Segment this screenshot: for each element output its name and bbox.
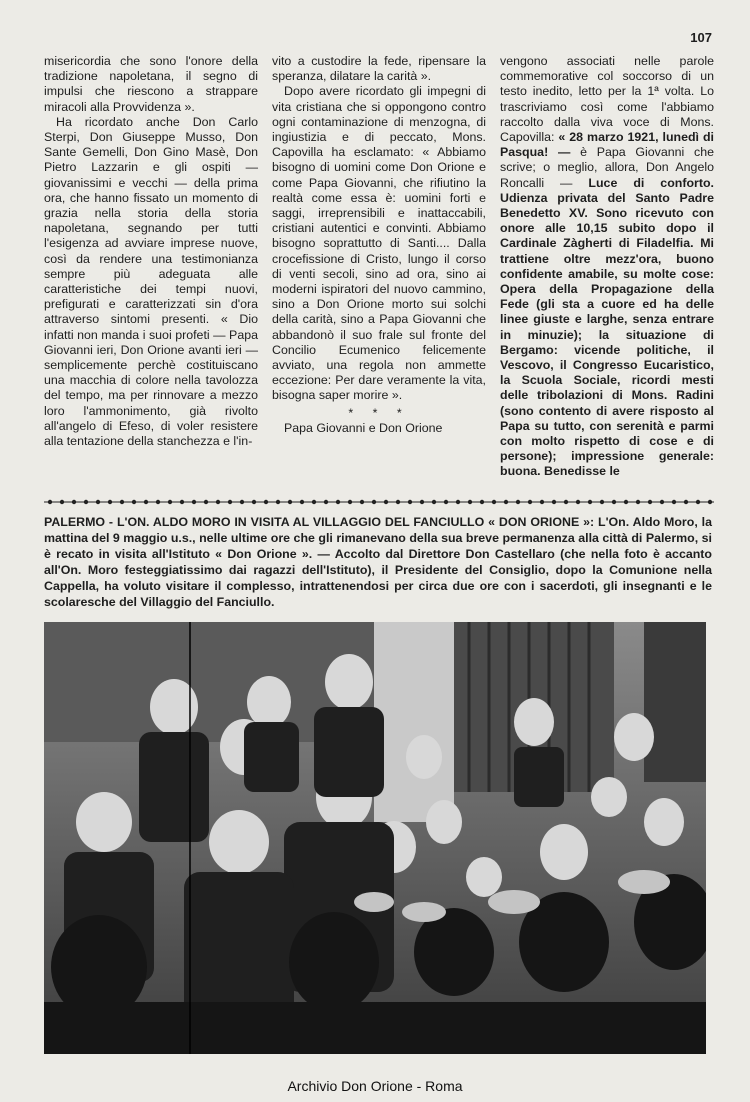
divider-dot xyxy=(324,500,328,504)
bold-text: « 28 marzo 1921, lunedì di Pasqua! — xyxy=(500,130,714,160)
divider-dot xyxy=(504,500,508,504)
section-heading: Papa Giovanni e Don Orione xyxy=(284,420,443,435)
text: è Papa Giovanni che scrive; o meglio, allora, Don Angelo Roncalli — xyxy=(500,145,714,190)
bold-text: Luce di conforto. Udienza privata del Santo Padre Benedetto XV. Sono ricevuto con onore alle 10,15 subito dopo il Cardinale Zàgherti di Filadelfia. Mi trattiene oltre mezz'ora, buono confidente amabile, su molte cose: Opera della Propagazione della Fede (gli sta a cuore ed ha delle linee giuste e larghe, senza entrare in minuzie); la situazione di Bergamo: vicende politiche, il Vescovo, il Congresso Eucaristico, la Scuola Sociale, ricordi mesti delle tribolazioni di Mons. Radini (sono contento di avere risposto al Papa su tutto, con serenità e parmi con molto rispetto di cose e di persone); impressione generale: buona. Benedisse le xyxy=(500,175,714,479)
text: vito a custodire la fede, ripensare la speranza, dilatare la carità ». xyxy=(272,54,486,84)
divider-dot xyxy=(228,500,232,504)
divider-dot xyxy=(432,500,436,504)
divider-dot xyxy=(216,500,220,504)
divider-dot xyxy=(624,500,628,504)
column-1 xyxy=(44,54,258,480)
divider-dot xyxy=(120,500,124,504)
divider-dot xyxy=(696,500,700,504)
text: misericordia che sono l'onore della tradizione napoletana, il segno di impulsi che riescono a strappare miracoli alla Provvidenza ». xyxy=(44,54,258,114)
divider-dot xyxy=(132,500,136,504)
divider-dot xyxy=(672,500,676,504)
column-2 xyxy=(272,54,486,480)
divider-dot xyxy=(444,500,448,504)
divider-dot xyxy=(252,500,256,504)
divider-dot xyxy=(420,500,424,504)
divider-dot xyxy=(528,500,532,504)
text: vengono associati nelle parole commemorative col soccorso di un testo inedito, letto per la 1ª volta. Lo trascriviamo così come l'abbiamo raccolto dalla viva voce di Mons. Capovilla: xyxy=(500,54,714,145)
divider-dot xyxy=(168,500,172,504)
divider-dot xyxy=(348,500,352,504)
archive-watermark: Archivio Don Orione - Roma xyxy=(287,1078,463,1094)
divider-dot xyxy=(312,500,316,504)
divider-dot xyxy=(264,500,268,504)
divider-dot xyxy=(576,500,580,504)
divider-dot xyxy=(240,500,244,504)
paragraph xyxy=(44,115,258,449)
divider-dot xyxy=(612,500,616,504)
divider-dot xyxy=(288,500,292,504)
divider-dot xyxy=(552,500,556,504)
paragraph xyxy=(500,54,714,480)
divider-dot xyxy=(408,500,412,504)
column-3 xyxy=(500,54,714,480)
ornamental-divider xyxy=(44,497,714,507)
divider-dot xyxy=(108,500,112,504)
divider-dot xyxy=(468,500,472,504)
article-columns xyxy=(44,54,714,480)
divider-dot xyxy=(708,500,712,504)
divider-dot xyxy=(564,500,568,504)
paragraph xyxy=(272,84,486,403)
divider-dot xyxy=(480,500,484,504)
divider-dot xyxy=(60,500,64,504)
divider-dot xyxy=(276,500,280,504)
divider-dot xyxy=(516,500,520,504)
divider-dot xyxy=(588,500,592,504)
text: Dopo avere ricordato gli impegni di vita cristiana che si oppongono contro ogni contaminazione di menzogna, di ingiustizia e di peccato, Mons. Capovilla ha esclamato: « Abbiamo bisogno di uomini come Don Orione e come Papa Giovanni, che rifiutino la realtà come essa è: uomini forti e saggi, irreprensibili e inattaccabili, cristiani autentici e convinti. Abbiamo bisogno soprattutto di Santi.... Dalla crocefissione di Cristo, lungo il corso di venti secoli, sino ad ora, sino ai moderni ispiratori del nuovo cammino, sino a Don Orione morto sui solchi della carità, sino a Papa Giovanni che abbandonò il suo frale sul fronte del Concilio Ecumenico felicemente avviato, una regola non ammette eccezione: Per dare veramente la vita, bisogna saper morire ». xyxy=(272,84,486,403)
divider-dot xyxy=(300,500,304,504)
divider-dot xyxy=(456,500,460,504)
divider-dot xyxy=(192,500,196,504)
divider-dot xyxy=(144,500,148,504)
divider-dot xyxy=(336,500,340,504)
text: Ha ricordato anche Don Carlo Sterpi, Don Giuseppe Musso, Don Sante Gemelli, Don Gino Masè, Don Pietro Lazzarin e gli ospiti — giovanissimi e vecchi — della prima ora, che hanno fissato un momento di grazia nella storia della storia napoletana, segnando per tutti l'esigenza ad avviare imprese nuove, così da rendere una testimonianza sempre più adeguata alle caratteristiche dei tempi nuovi, prefigurati e caratterizzati sin d'ora attraverso sintomi presenti. « Dio infatti non manda i suoi profeti — Papa Giovanni ieri, Don Orione avanti ieri — semplicemente perchè costituiscano una macchia di colore nella tavolozza del tempo, ma per rinnovare a mezzo loro l'ammonimento, già rivolto all'angelo di Efeso, di voler resistere alla tentazione della stanchezza e l'in- xyxy=(44,114,258,449)
divider-dot xyxy=(684,500,688,504)
divider-dot xyxy=(204,500,208,504)
divider-dot xyxy=(48,500,52,504)
page-number: 107 xyxy=(690,30,712,45)
photo-caption: PALERMO - L'ON. ALDO MORO IN VISITA AL VILLAGGIO DEL FANCIULLO « DON ORIONE »: L'On. Aldo Moro, la mattina del 9 maggio u.s., nelle ultime ore che gli rimanevano della sua breve permanenza alla città di Palermo, si è recato in visita all'Istituto « Don Orione ». — Accolto dal Direttore Don Castellaro (che nella foto è accanto all'On. Moro festeggiatissimo dai ragazzi dell'Istituto), il Presidente del Consiglio, dopo la Comunione nella Cappella, ha voluto visitare il complesso, intrattenendosi per circa due ore con i sacerdoti, gli insegnanti e le scolaresche del Villaggio del Fanciullo. xyxy=(44,515,712,609)
section-separator: * * * xyxy=(348,405,410,420)
divider-dot xyxy=(84,500,88,504)
paragraph xyxy=(44,54,258,115)
divider-dot xyxy=(600,500,604,504)
divider-dot xyxy=(636,500,640,504)
crowd-photograph xyxy=(44,622,706,1054)
divider-dot xyxy=(372,500,376,504)
divider-dot xyxy=(156,500,160,504)
divider-dot xyxy=(180,500,184,504)
divider-dot xyxy=(384,500,388,504)
divider-dot xyxy=(540,500,544,504)
divider-dot xyxy=(660,500,664,504)
divider-dot xyxy=(360,500,364,504)
paragraph xyxy=(272,54,486,84)
divider-dot xyxy=(72,500,76,504)
divider-dot xyxy=(492,500,496,504)
divider-dot xyxy=(396,500,400,504)
divider-dot xyxy=(96,500,100,504)
divider-dot xyxy=(648,500,652,504)
